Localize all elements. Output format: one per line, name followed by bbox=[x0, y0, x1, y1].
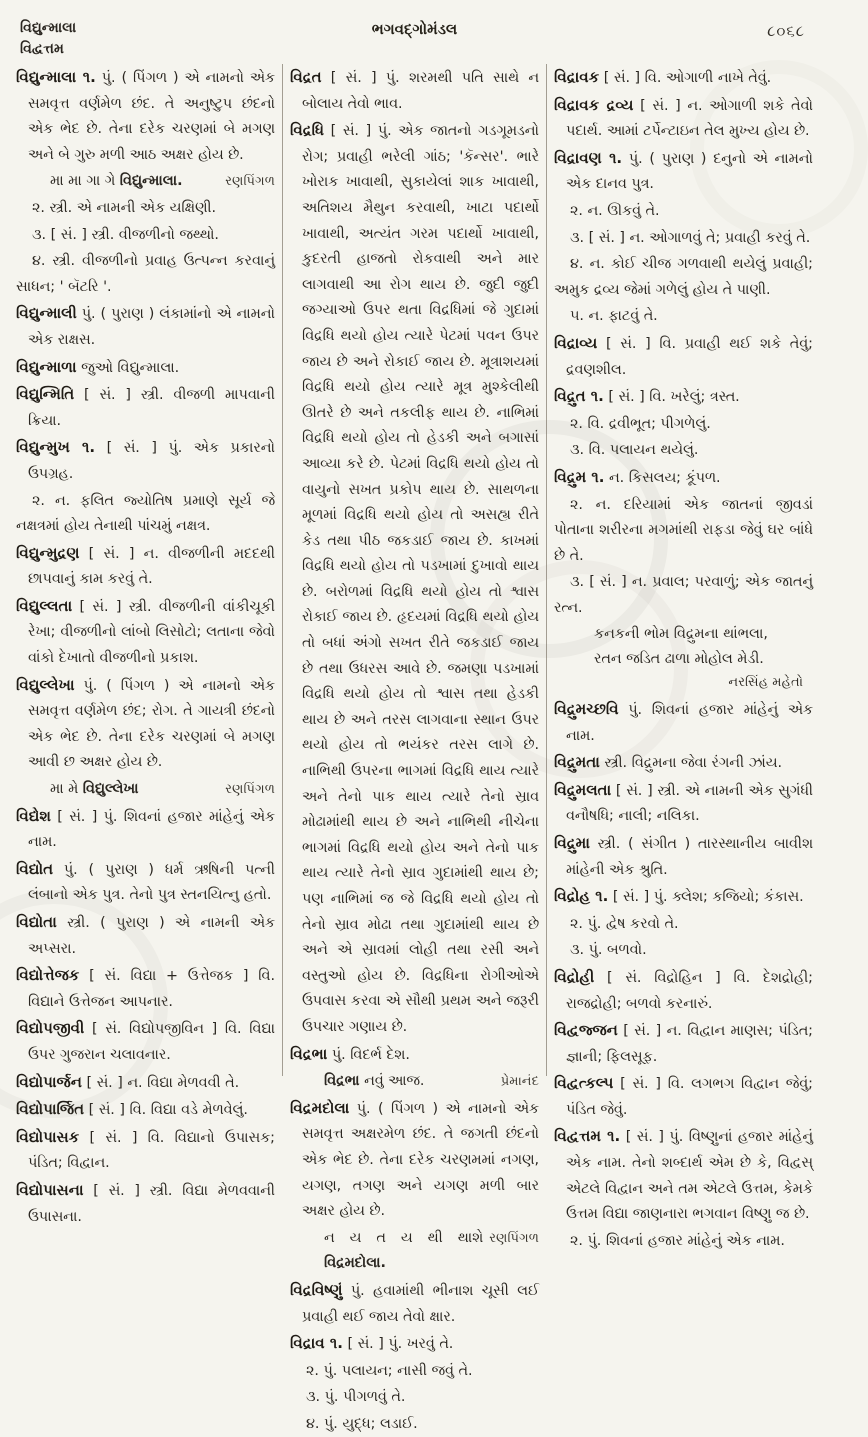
sense-item: ૨. ન. ઊકવું તે. bbox=[570, 202, 660, 219]
sense-item: ૪. સ્ત્રી. વીજળીનો પ્રવાહ ઉત્પન્ન કરવાનું સાધન; ' બૅટરિ '. bbox=[16, 253, 275, 295]
dictionary-entry: વિદ્યુન્માળા જુઓ વિદ્યુન્માલા. bbox=[16, 357, 180, 376]
dictionary-entry: વિદ્રભા પું. વિદર્ભ દેશ. bbox=[290, 1044, 410, 1063]
verse-text: મા મા ગા ગે વિદ્યુન્માલા. bbox=[50, 173, 183, 190]
headword: વિદ્યુન્માલા ૧. bbox=[16, 68, 96, 86]
page-number: ૮૦૬૮ bbox=[767, 22, 805, 40]
dictionary-entry: વિદ્રવિષ્ણું પું. હવામાંથી ભીનાશ ચૂસી લઈ પ્રવાહી થઈ જાય તેવો ક્ષાર. bbox=[290, 1280, 539, 1325]
headword: વિદ્યુન્મુખ ૧. bbox=[16, 438, 96, 457]
headword: વિદ્રુમ ૧. bbox=[554, 467, 605, 486]
sense-item: ૨. પું. દ્વેષ કરવો તે. bbox=[570, 915, 679, 932]
dictionary-entry: વિદ્યોપાર્જન [ સં. ] ન. વિદ્યા મેળવવી તે. bbox=[16, 1072, 240, 1091]
column-3 bbox=[547, 64, 814, 1249]
dictionary-entry: વિદ્યુલ્લતા [ સં. ] સ્ત્રી. વીજળીની વાંકીચૂકી રેખા; વીજળીનો લાંબો લિસોટો; લતાના જેવો વાંકો દેખાતો વીજળીનો પ્રકાશ. bbox=[16, 596, 275, 667]
headword: વિદ્રોહ ૧. bbox=[554, 887, 609, 906]
sense-item: ૨. પું. શિવનાં હજાર માંહેનું એક નામ. bbox=[570, 1232, 785, 1249]
headword: વિદ્રાવ્ય bbox=[554, 333, 598, 352]
headword: વિદ્વત્કલ્પ bbox=[554, 1074, 614, 1093]
verse-attribution: રણપિંગળ bbox=[489, 1230, 539, 1246]
verse-attribution: રણપિંગળ bbox=[225, 174, 275, 190]
sense-item: ૨. પું. પલાયન; નાસી જવું તે. bbox=[306, 1362, 473, 1379]
headword: વિદ્યોપાર્જિત bbox=[16, 1100, 85, 1119]
dictionary-entry: વિદ્રમદોલા પું. ( પિંગળ ) એ નામનો એક સમવૃત્ત અક્ષરમેળ છંદ. તે જગતી છંદનો એક ભેદ છે. તેના દરેક ચરણમમાં નગણ, યગણ, તગણ અને યગણ મળી બાર અક્ષર હોય છે. bbox=[290, 1098, 539, 1220]
verse-text: વિદ્રભા નવું આજ. bbox=[324, 1073, 425, 1090]
verse-attribution: રણપિંગળ bbox=[225, 782, 275, 798]
dictionary-entry: વિદ્રાવક દ્રવ્ય [ સં. ] ન. ઓગાળી શકે તેવો પદાર્થ. આમાં ટર્પેન્ટાઇન તેલ મુખ્ય હોય છે. bbox=[554, 95, 814, 140]
dictionary-entry: વિદ્રુમલતા [ સં. ] સ્ત્રી. એ નામની એક સુગંધી વનૌષધિ; નાલી; નલિકા. bbox=[554, 780, 813, 825]
verse-text: રતન જડિત ઢાળા મોહોલ મેડી. bbox=[594, 650, 764, 667]
sense-item: ૩. [ સં. ] સ્ત્રી. વીજળીનો જથ્થો. bbox=[32, 226, 219, 243]
page-header bbox=[16, 6, 813, 62]
running-head-last-word: વિદ્વત્તમ bbox=[20, 41, 64, 57]
dictionary-entry: વિદ્યોત્તેજક [ સં. વિદ્યા + ઉત્તેજક ] વિ. વિદ્યાને ઉત્તેજન આપનાર. bbox=[16, 966, 275, 1010]
verse-text: ન ય ત ય થી થાશે વિદ્રમદોલા. bbox=[324, 1229, 484, 1272]
book-title: ભગવદ્ગોમંડલ bbox=[371, 20, 458, 38]
sense-item: ૩. [ સં. ] ન. ઓગાળવું તે; પ્રવાહી કરવું તે. bbox=[570, 229, 811, 246]
verse-line bbox=[290, 1226, 539, 1277]
sense-item: ૪. ન. કોઈ ચીજ ગળવાથી થયેલું પ્રવાહી; અમુક દ્રવ્ય જેમાં ગળેલું હોય તે પાણી. bbox=[554, 256, 813, 298]
headword: વિદ્રુમતા bbox=[554, 753, 600, 772]
sense-item: ૨. ન. દરિયામાં એક જાતનાં જીવડાં પોતાના શરીરના મગમાંથી રાફડા જેવું ઘર બાંધે છે તે. bbox=[554, 496, 813, 564]
verse-text: કનકની ભોમ વિદ્રુમના થાંભલા, bbox=[594, 626, 768, 643]
verse-text: મા મે વિદ્યુલ્લેખા bbox=[50, 781, 139, 798]
dictionary-entry: વિદ્રોહી [ સં. વિદ્રોહિન ] વિ. દેશદ્રોહી; રાજદ્રોહી; બળવો કરનારું. bbox=[554, 967, 813, 1012]
headword: વિદ્રાવણ ૧. bbox=[554, 148, 623, 167]
headword: વિદ્રાવ ૧. bbox=[290, 1334, 343, 1353]
headword: વિદ્રાવક bbox=[554, 68, 600, 86]
headword: વિદ્રોહી bbox=[554, 967, 595, 986]
dictionary-entry: વિદ્રધિ [ સં. ] પું. એક જાતનો ગડગૂમડનો રોગ; પ્રવાહી ભરેલી ગાંઠ; 'કૅન્સર'. ભારે ખોરાક ખાવાથી, સુકાયેલાં શાક ખાવાથી, અતિશય મૈથુન કરવાથી, ખાટા પદાર્થો ખાવાથી, અત્યંત ગરમ પદાર્થો ખાવાથી, કુદરતી હાજતો રોકવાથી અને માર લાગવાથી આ રોગ થાય છે. જુદી જુદી જગ્યાઓ ઉપર થતા વિદ્રધિમાં જે ગુદામાં વિદ્રધિ થયો હોય ત્યારે પેટમાં પવન ઉપર જાય છે અને રોકાઈ જાય છે. મૂત્રાશયમાં વિદ્રધિ થયો હોય ત્યારે મૂત્ર મુશ્કેલીથી ઊતરે છે અને તકલીફ થાય છે. નાભિમાં વિદ્રધિ થયો હોય તો હેડકી અને બગાસાં આવ્યા કરે છે. પેટમાં વિદ્રધિ થયો હોય તો વાયુનો સખત પ્રકોપ થાય છે. સાથળના મૂળમાં વિદ્રધિ થયો હોય તો અસહ્ય રીતે કેડ તથા પીઠ જકડાઈ જાય છે. કાખમાં વિદ્રધિ થયો હોય તો પડખામાં દુખાવો થાય છે. બરોળમાં વિદ્રધિ થયો હોય તો શ્વાસ રોકાઈ જાય છે. હૃદયમાં વિદ્રધિ થયો હોય તો બધાં અંગો સખત રીતે જકડાઈ જાય છે તથા ઉધરસ આવે છે. જમણા પડખામાં વિદ્રધિ થયો હોય તો શ્વાસ તથા હેડકી થાય છે અને તરસ લાગવાના સ્થાન ઉપર થયો હોય તો ભયંકર તરસ લાગે છે. નાભિથી ઉપરના ભાગમાં વિદ્રધિ થાય ત્યારે અને તેનો પાક થાય ત્યારે તેનો સ્રાવ મોઢામાંથી થાય છે અને નાભિથી નીચેના ભાગમાં વિદ્રધિ થયો હોય અને તેનો પાક થાય ત્યારે તેનો સ્રાવ ગુદામાંથી થાય છે; પણ નાભિમાં જ જે વિદ્રધિ થયો હોય તો તેનો સ્રાવ મોઢા તથા ગુદામાંથી થાય છે અને એ સ્રાવમાં લોહી તથા રસી અને વસ્તુઓ હોય છે. વિદ્રધિના રોગીઓએ ઉપવાસ કરવા એ સૌથી પ્રથમ અને જરૂરી ઉપચાર ગણાય છે. bbox=[290, 121, 539, 1035]
running-head-first-word: વિદ્યુન્માલા bbox=[20, 20, 77, 36]
dictionary-entry: વિદ્યોતા સ્ત્રી. ( પુરાણ ) એ નામની એક અપ્સરા. bbox=[16, 913, 275, 957]
dictionary-entry: વિદ્રુમા સ્ત્રી. ( સંગીત ) તારસ્થાનીય બાવીશ માંહેની એક શ્રુતિ. bbox=[554, 833, 813, 878]
sense-item: ૨. ન. ફલિત જ્યોતિષ પ્રમાણે સૂર્ય જે નક્ષત્રમાં હોય તેનાથી પાંચમું નક્ષત્ર. bbox=[16, 492, 275, 535]
dictionary-entry: વિદ્વત્કલ્પ [ સં. ] વિ. લગભગ વિદ્વાન જેવું; પંડિત જેવું. bbox=[554, 1074, 813, 1118]
headword: વિદ્રુમલતા bbox=[554, 780, 612, 799]
verse-line bbox=[16, 169, 275, 195]
headword: વિદ્યોપજીવી bbox=[16, 1019, 85, 1038]
dictionary-entry: વિદ્યુન્મિતિ [ સં. ] સ્ત્રી. વીજળી માપવાની ક્રિયા. bbox=[16, 385, 275, 429]
sense-item: ૪. પું. યુદ્ધ; લડાઈ. bbox=[306, 1415, 418, 1432]
sense-item: ૨. વિ. દ્રવીભૂત; પીગળેલું. bbox=[570, 415, 711, 432]
headword: વિદ્રધિ bbox=[290, 121, 324, 140]
verse-attribution: નરસિંહ મહેતો bbox=[728, 675, 803, 691]
headword: વિદ્યુન્મુદ્રણ bbox=[16, 543, 80, 562]
headword: વિદ્યેશ bbox=[16, 806, 51, 825]
verse-line bbox=[290, 1069, 539, 1095]
sense-item: ૩. વિ. પલાયન થયેલું. bbox=[570, 442, 699, 459]
sense-item: ૩. પું. પીગળવું તે. bbox=[306, 1389, 406, 1406]
headword: વિદ્યુન્માલી bbox=[16, 304, 77, 323]
headword: વિદ્યોત bbox=[16, 859, 54, 878]
verse-quote bbox=[554, 622, 813, 696]
columns-container bbox=[16, 64, 814, 1432]
dictionary-entry: વિદ્યોપાસક [ સં. ] વિ. વિદ્યાનો ઉપાસક; પંડિત; વિદ્વાન. bbox=[16, 1127, 275, 1172]
sense-item: ૩. પું. બળવો. bbox=[570, 942, 647, 959]
headword: વિદ્યોત્તેજક bbox=[16, 966, 80, 985]
dictionary-entry: વિદ્યેશ [ સં. ] પું. શિવનાં હજાર માંહેનું એક નામ. bbox=[16, 806, 275, 851]
dictionary-entry: વિદ્યોપાર્જિત [ સં. ] વિ. વિદ્યા વડે મેળવેલું. bbox=[16, 1100, 248, 1119]
sense-item: ૨. સ્ત્રી. એ નામની એક યક્ષિણી. bbox=[32, 199, 217, 216]
headword: વિદ્રુમા bbox=[554, 833, 590, 852]
column-1 bbox=[16, 64, 282, 1225]
headword: વિદ્રમદોલા bbox=[290, 1098, 350, 1117]
headword: વિદ્રવિષ્ણું bbox=[290, 1280, 343, 1299]
dictionary-entry: વિદ્રાવ ૧. [ સં. ] પું. ખરવું તે. bbox=[290, 1334, 454, 1353]
dictionary-entry: વિદ્વત્તમ ૧. [ સં. ] પું. વિષ્ણુનાં હજાર માંહેનું એક નામ. તેનો શબ્દાર્થ એમ છે કે, વિદ્વસ્ એટલે વિદ્વાન અને તમ એટલે ઉત્તમ, કેમકે ઉત્તમ વિદ્યા જાણનારા ભગવાન વિષ્ણુ જ છે. bbox=[554, 1127, 813, 1223]
dictionary-entry: વિદ્યોપજીવી [ સં. વિદ્યોપજીવિન ] વિ. વિદ્યા ઉપર ગુજરાન ચલાવનાર. bbox=[16, 1019, 275, 1063]
dictionary-entry: વિદ્રત [ સં. ] પું. શરમથી પતિ સાથે ન બોલાય તેવો ભાવ. bbox=[290, 68, 539, 112]
headword: વિદ્રાવક દ્રવ્ય bbox=[554, 95, 634, 114]
sense-item: ૫. ન. ફાટવું તે. bbox=[570, 308, 658, 325]
verse-attribution: પ્રેમાનંદ bbox=[500, 1074, 539, 1090]
headword: વિદ્યુન્મિતિ bbox=[16, 385, 75, 404]
headword: વિદ્યુન્માળા bbox=[16, 357, 77, 376]
dictionary-entry: વિદ્વજ્જન [ સં. ] ન. વિદ્વાન માણસ; પંડિત; જ્ઞાની; ફિલસૂફ. bbox=[554, 1021, 813, 1065]
headword: વિદ્યોપાસના bbox=[16, 1180, 84, 1199]
column-2 bbox=[282, 64, 547, 1432]
headword: વિદ્યુલ્લતા bbox=[16, 596, 73, 615]
dictionary-entry: વિદ્યુન્મુદ્રણ [ સં. ] ન. વીજળીની મદદથી છાપવાનું કામ કરવું તે. bbox=[16, 543, 275, 588]
headword: વિદ્યોતા bbox=[16, 913, 57, 931]
dictionary-entry: વિદ્રાવક [ સં. ] વિ. ઓગાળી નાખે તેવું. bbox=[554, 68, 772, 86]
dictionary-entry: વિદ્રુત ૧. [ સં. ] વિ. ખરેલું; ત્રસ્ત. bbox=[554, 387, 740, 406]
headword: વિદ્યુલ્લેખા bbox=[16, 675, 75, 694]
dictionary-entry: વિદ્રુમચ્છવિ પું. શિવનાં હજાર માંહેનું એક નામ. bbox=[554, 699, 813, 744]
dictionary-entry: વિદ્રોહ ૧. [ સં. ] પું. ક્લેશ; કજિયો; કંકાસ. bbox=[554, 887, 804, 906]
headword: વિદ્રત bbox=[290, 68, 322, 86]
dictionary-entry: વિદ્રાવણ ૧. પું. ( પુરાણ ) દનુનો એ નામનો એક દાનવ પુત્ર. bbox=[554, 148, 813, 193]
headword: વિદ્વજ્જન bbox=[554, 1021, 618, 1040]
verse-line bbox=[16, 777, 275, 803]
headword: વિદ્રુત ૧. bbox=[554, 387, 604, 406]
headword: વિદ્રુમચ્છવિ bbox=[554, 699, 619, 718]
dictionary-entry: વિદ્યોત પું. ( પુરાણ ) ધર્મ ઋષિની પત્ની લંબાનો એક પુત્ર. તેનો પુત્ર સ્તનયિત્નુ હતો. bbox=[16, 859, 275, 904]
dictionary-entry: વિદ્રાવ્ય [ સં. ] વિ. પ્રવાહી થઈ શકે તેવું; દ્રવણશીલ. bbox=[554, 333, 813, 378]
dictionary-entry: વિદ્યુન્મુખ ૧. [ સં. ] પું. એક પ્રકારનો ઉપગ્રહ. bbox=[16, 438, 275, 482]
dictionary-entry: વિદ્યોપાસના [ સં. ] સ્ત્રી. વિદ્યા મેળવવાની ઉપાસના. bbox=[16, 1180, 275, 1225]
dictionary-entry: વિદ્રુમ ૧. ન. કિસલય; કૂંપળ. bbox=[554, 467, 721, 486]
sense-item: ૩. [ સં. ] ન. પ્રવાલ; પરવાળું; એક જાતનું રત્ન. bbox=[554, 574, 813, 616]
dictionary-entry: વિદ્રુમતા સ્ત્રી. વિદ્રુમના જેવા રંગની ઝાંય. bbox=[554, 753, 782, 772]
headword: વિદ્યોપાર્જન bbox=[16, 1072, 82, 1091]
dictionary-entry: વિદ્યુન્માલી પું. ( પુરાણ ) લંકામાંનો એ નામનો એક રાક્ષસ. bbox=[16, 304, 275, 348]
headword: વિદ્રભા bbox=[290, 1044, 328, 1063]
headword: વિદ્યોપાસક bbox=[16, 1127, 80, 1146]
dictionary-entry: વિદ્યુલ્લેખા પું. ( પિંગળ ) એ નામનો એક સમવૃત્ત વર્ણમેળ છંદ; રોગ. તે ગાયત્રી છંદનો એક ભેદ છે. તેના દરેક ચરણમાં બે મગણ આવી છ અક્ષર હોય છે. bbox=[16, 675, 275, 771]
headword: વિદ્વત્તમ ૧. bbox=[554, 1127, 621, 1146]
dictionary-entry: વિદ્યુન્માલા ૧. પું. ( પિંગળ ) એ નામનો એક સમવૃત્ત વર્ણમેળ છંદ. તે અનુષ્ટુપ છંદનો એક ભેદ છે. તેના દરેક ચરણમાં બે મગણ અને બે ગુરુ મળી આઠ અક્ષર હોય છે. bbox=[16, 68, 276, 163]
